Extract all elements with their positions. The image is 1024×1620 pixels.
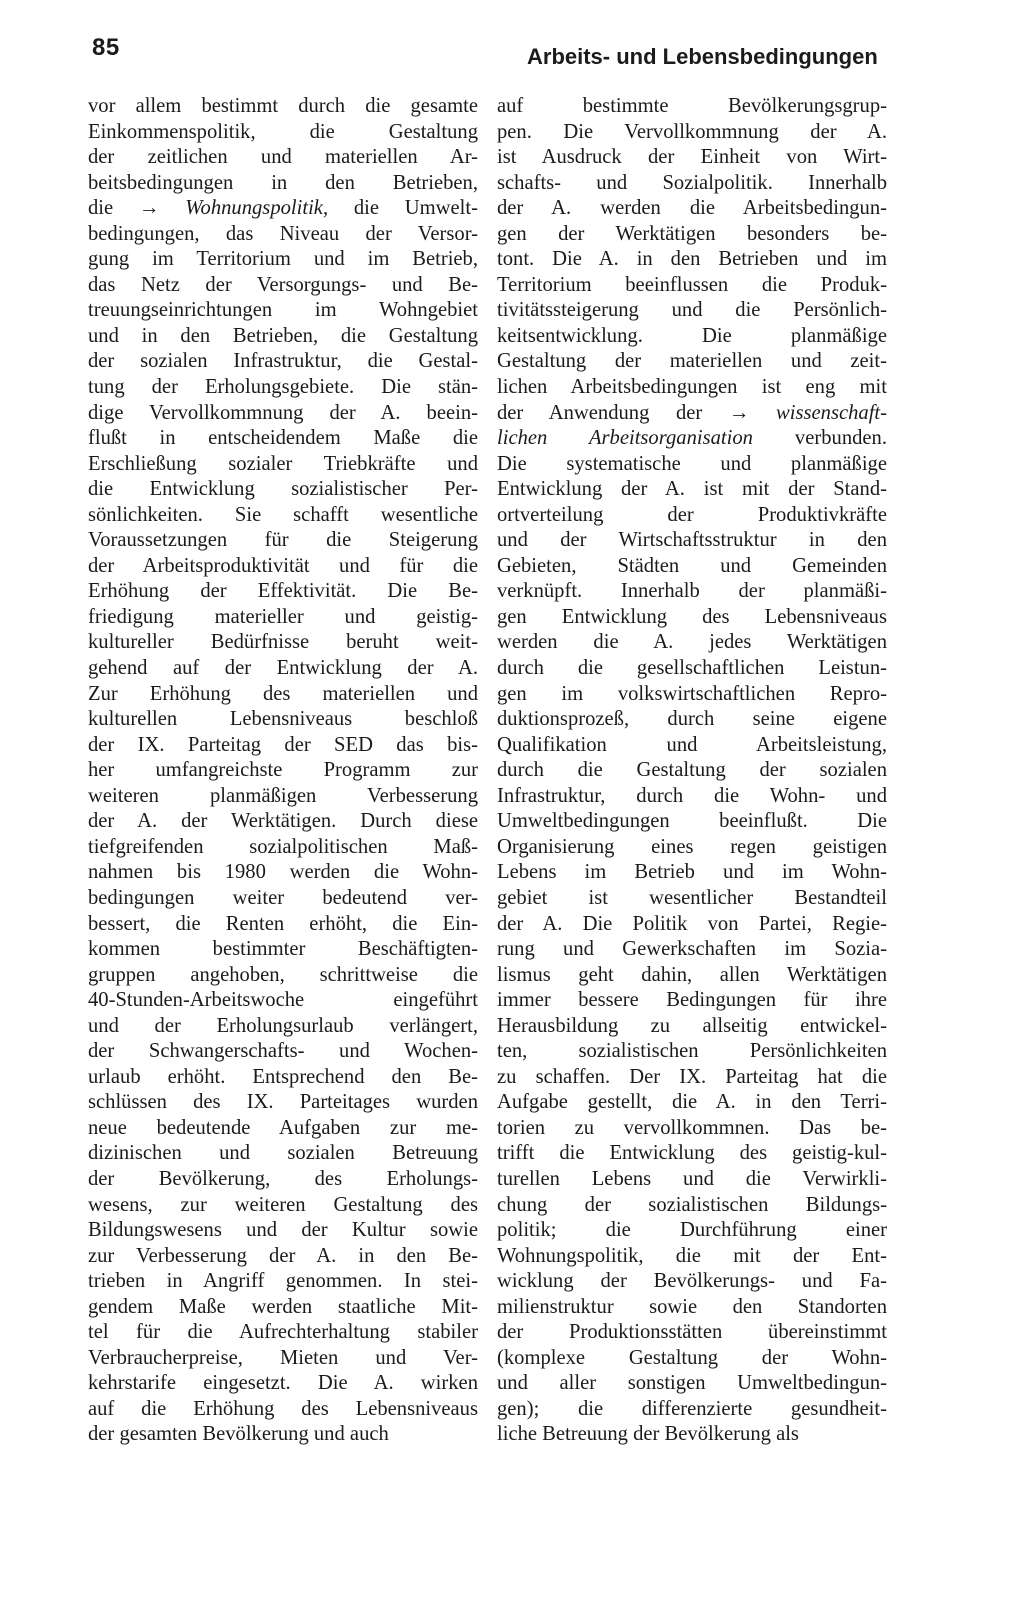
text-line: Gestaltung der materiellen und zeit- (497, 350, 887, 373)
text-line: und in den Betrieben, die Gestaltung (88, 324, 478, 347)
text-line: 40-Stunden-Arbeitswoche eingeführt (88, 989, 478, 1012)
text-line: kultureller Bedürfnisse beruht weit- (88, 631, 478, 654)
text-line: das Netz der Versorgungs- und Be- (88, 273, 478, 296)
text-line: beitsbedingungen in den Betrieben, (88, 171, 478, 194)
text-line: der Produktionsstätten übereinstimmt (497, 1321, 887, 1344)
text-line: nahmen bis 1980 werden die Wohn- (88, 861, 478, 884)
text-line: vor allem bestimmt durch die gesamte (88, 95, 478, 117)
text-line: lichen Arbeitsbedingungen ist eng mit (497, 376, 887, 399)
text-line: gruppen angehoben, schrittweise die (88, 963, 478, 986)
text-line: friedigung materieller und geistig- (88, 605, 478, 628)
text-line: Einkommenspolitik, die Gestaltung (88, 120, 478, 143)
text-line: zu schaffen. Der IX. Parteitag hat die (497, 1065, 887, 1088)
text-line: gen im volkswirtschaftlichen Repro- (497, 682, 887, 705)
text-line: milienstruktur sowie den Standorten (497, 1295, 887, 1318)
text-line: und der Erholungsurlaub verlängert, (88, 1014, 478, 1037)
text-line: tont. Die A. in den Betrieben und im (497, 248, 887, 271)
text-line: Erschließung sozialer Triebkräfte und (88, 452, 478, 475)
text-line: der A. Die Politik von Partei, Regie- (497, 912, 887, 935)
text-line: auf bestimmte Bevölkerungsgrup- (497, 95, 887, 117)
text-line: Organisierung eines regen geistigen (497, 835, 887, 858)
text-line: tung der Erholungsgebiete. Die stän- (88, 376, 478, 399)
text-line: (komplexe Gestaltung der Wohn- (497, 1346, 887, 1369)
text-line: neue bedeutende Aufgaben zur me- (88, 1116, 478, 1139)
text-line: trifft die Entwicklung des geistig-kul- (497, 1142, 887, 1165)
text-line: und aller sonstigen Umweltbedingun- (497, 1372, 887, 1395)
text-line: wesens, zur weiteren Gestaltung des (88, 1193, 478, 1216)
text-line: Herausbildung zu allseitig entwickel- (497, 1014, 887, 1037)
text-line: liche Betreuung der Bevölkerung als (497, 1423, 799, 1446)
text-line: schlüssen des IX. Parteitages wurden (88, 1091, 478, 1114)
text-line: her umfangreichste Programm zur (88, 759, 478, 782)
left-column (88, 94, 478, 1448)
text-line: Aufgabe gestellt, die A. in den Terri- (497, 1091, 887, 1114)
text-line: Qualifikation und Arbeitsleistung, (497, 733, 887, 756)
text-line: dige Vervollkommnung der A. beein- (88, 401, 478, 424)
right-column (497, 94, 887, 1448)
text-line: Territorium beeinflussen die Produk- (497, 273, 887, 296)
text-line: trieben in Angriff genommen. In stei- (88, 1270, 478, 1293)
text-line: Erhöhung der Effektivität. Die Be- (88, 580, 478, 603)
text-line: Verbraucherpreise, Mieten und Ver- (88, 1346, 478, 1369)
text-line: schafts- und Sozialpolitik. Innerhalb (497, 171, 887, 194)
text-line: der Schwangerschafts- und Wochen- (88, 1040, 478, 1063)
text-line: und der Wirtschaftsstruktur in den (497, 529, 887, 552)
text-line: bedingungen weiter bedeutend ver- (88, 886, 478, 909)
text-line: durch die gesellschaftlichen Leistun- (497, 657, 887, 680)
text-line: tivitätssteigerung und die Persönlich- (497, 299, 887, 322)
text-line: auf die Erhöhung des Lebensniveaus (88, 1397, 478, 1420)
text-line: Infrastruktur, durch die Wohn- und (497, 784, 887, 807)
text-line: gehend auf der Entwicklung der A. (88, 657, 478, 680)
text-line: treuungseinrichtungen im Wohngebiet (88, 299, 478, 322)
text-line: der Anwendung der → wissenschaft- (497, 401, 887, 424)
text-line: Umweltbedingungen beeinflußt. Die (497, 810, 887, 833)
text-line: der Arbeitsproduktivität und für die (88, 554, 478, 577)
text-line: bedingungen, das Niveau der Versor- (88, 222, 478, 245)
text-line: Lebens im Betrieb und im Wohn- (497, 861, 887, 884)
text-line: der sozialen Infrastruktur, die Gestal- (88, 350, 478, 373)
text-line: ten, sozialistischen Persönlichkeiten (497, 1040, 887, 1063)
text-line: Bildungswesens und der Kultur sowie (88, 1219, 478, 1242)
text-line: tiefgreifenden sozialpolitischen Maß- (88, 835, 478, 858)
text-line: der IX. Parteitag der SED das bis- (88, 733, 478, 756)
running-head: Arbeits- und Lebensbedingungen (527, 44, 878, 69)
text-line: immer bessere Bedingungen für ihre (497, 989, 887, 1012)
text-line: kulturellen Lebensniveaus beschloß (88, 708, 478, 731)
text-line: wicklung der Bevölkerungs- und Fa- (497, 1270, 887, 1293)
text-line: bessert, die Renten erhöht, die Ein- (88, 912, 478, 935)
text-line: Die systematische und planmäßige (497, 452, 887, 475)
text-line: verknüpft. Innerhalb der planmäßi- (497, 580, 887, 603)
text-line: gen der Werktätigen besonders be- (497, 222, 887, 245)
text-line: pen. Die Vervollkommnung der A. (497, 120, 887, 143)
text-line: urlaub erhöht. Entsprechend den Be- (88, 1065, 478, 1088)
text-line: Wohnungspolitik, die mit der Ent- (497, 1244, 887, 1267)
text-line: lichen Arbeitsorganisation verbunden. (497, 427, 887, 450)
text-line: der A. werden die Arbeitsbedingun- (497, 197, 887, 220)
text-line: chung der sozialistischen Bildungs- (497, 1193, 887, 1216)
text-line: rung und Gewerkschaften im Sozia- (497, 938, 887, 961)
text-line: gen); die differenzierte gesundheit- (497, 1397, 887, 1420)
text-line: gung im Territorium und im Betrieb, (88, 248, 478, 271)
text-line: die → Wohnungspolitik, die Umwelt- (88, 197, 478, 220)
text-line: ortverteilung der Produktivkräfte (497, 503, 887, 526)
text-line: gebiet ist wesentlicher Bestandteil (497, 886, 887, 909)
text-line: der gesamten Bevölkerung und auch (88, 1423, 389, 1446)
text-line: gendem Maße werden staatliche Mit- (88, 1295, 478, 1318)
text-line: der Bevölkerung, des Erholungs- (88, 1167, 478, 1190)
text-line: kehrstarife eingesetzt. Die A. wirken (88, 1372, 478, 1395)
text-line: die Entwicklung sozialistischer Per- (88, 478, 478, 501)
text-line: kommen bestimmter Beschäftigten- (88, 938, 478, 961)
text-line: torien zu vervollkommnen. Das be- (497, 1116, 887, 1139)
text-line: weiteren planmäßigen Verbesserung (88, 784, 478, 807)
text-line: zur Verbesserung der A. in den Be- (88, 1244, 478, 1267)
text-line: keitsentwicklung. Die planmäßige (497, 324, 887, 347)
text-line: Voraussetzungen für die Steigerung (88, 529, 478, 552)
text-line: Gebieten, Städten und Gemeinden (497, 554, 887, 577)
text-line: der A. der Werktätigen. Durch diese (88, 810, 478, 833)
text-line: dizinischen und sozialen Betreuung (88, 1142, 478, 1165)
text-line: der zeitlichen und materiellen Ar- (88, 146, 478, 169)
text-line: sönlichkeiten. Sie schafft wesentliche (88, 503, 478, 526)
page-number: 85 (92, 34, 120, 61)
text-line: ist Ausdruck der Einheit von Wirt- (497, 146, 887, 169)
text-line: Entwicklung der A. ist mit der Stand- (497, 478, 887, 501)
text-line: flußt in entscheidendem Maße die (88, 427, 478, 450)
text-line: tel für die Aufrechterhaltung stabiler (88, 1321, 478, 1344)
text-line: durch die Gestaltung der sozialen (497, 759, 887, 782)
text-line: turellen Lebens und die Verwirkli- (497, 1167, 887, 1190)
text-line: Zur Erhöhung des materiellen und (88, 682, 478, 705)
text-line: duktionsprozeß, durch seine eigene (497, 708, 887, 731)
text-line: politik; die Durchführung einer (497, 1219, 887, 1242)
text-line: werden die A. jedes Werktätigen (497, 631, 887, 654)
text-line: gen Entwicklung des Lebensniveaus (497, 605, 887, 628)
text-line: lismus geht dahin, allen Werktätigen (497, 963, 887, 986)
